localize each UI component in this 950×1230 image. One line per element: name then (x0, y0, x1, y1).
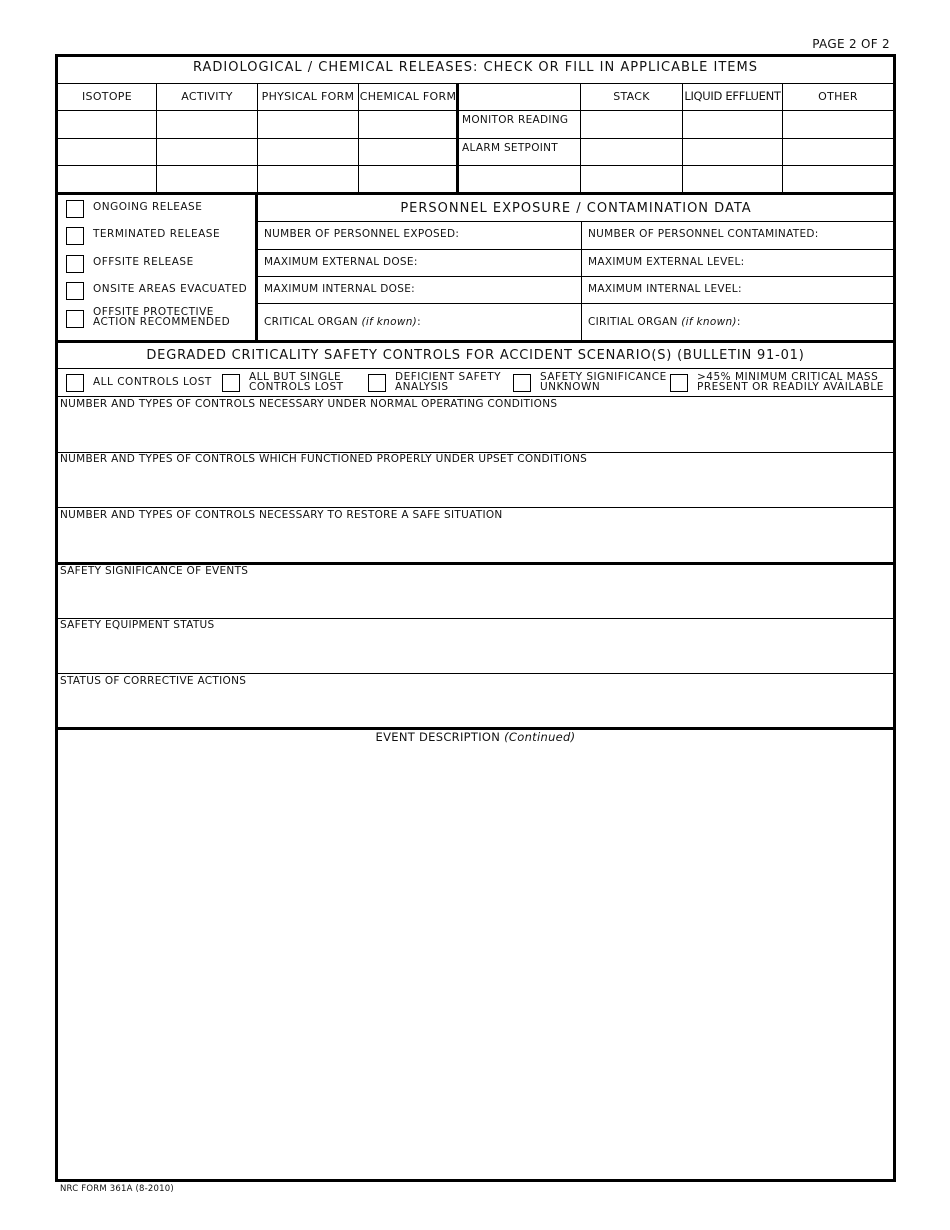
divider (682, 84, 683, 192)
ongoing-release-checkbox[interactable] (66, 200, 84, 218)
monitor-reading-label: MONITOR READING (462, 114, 569, 126)
max-external-dose-field[interactable] (420, 250, 580, 275)
physical-form-cell[interactable] (258, 111, 358, 137)
other-alarm-cell[interactable] (783, 139, 893, 165)
event-description-label: EVENT DESCRIPTION (Continued) (375, 730, 576, 744)
max-external-dose-label: MAXIMUM EXTERNAL DOSE: (264, 256, 418, 268)
safety-significance-unknown-label: SAFETY SIGNIFICANCE UNKNOWN (540, 371, 667, 393)
terminated-release-checkbox[interactable] (66, 227, 84, 245)
min-critical-mass-label: >45% MINIMUM CRITICAL MASS PRESENT OR READILY AVAILABLE (697, 371, 884, 393)
safety-significance-field[interactable] (58, 579, 893, 617)
physical-form-cell[interactable] (258, 139, 358, 165)
isotope-cell[interactable] (58, 139, 156, 165)
max-external-level-label: MAXIMUM EXTERNAL LEVEL: (588, 256, 745, 268)
safety-equipment-field[interactable] (58, 633, 893, 672)
corrective-actions-label: STATUS OF CORRECTIVE ACTIONS (60, 675, 247, 687)
max-external-level-field[interactable] (744, 250, 892, 275)
liquid-effluent-alarm-cell[interactable] (683, 139, 782, 165)
offsite-release-label: OFFSITE RELEASE (93, 256, 194, 268)
personnel-exposed-field[interactable] (460, 222, 580, 248)
max-internal-level-field[interactable] (740, 277, 892, 302)
controls-restore-field[interactable] (58, 523, 893, 561)
min-critical-mass-checkbox[interactable] (670, 374, 688, 392)
divider (580, 84, 581, 192)
divider (58, 507, 893, 508)
divider (782, 84, 783, 192)
divider (58, 396, 893, 397)
isotope-cell[interactable] (58, 166, 156, 191)
offsite-protective-action-label: OFFSITE PROTECTIVE ACTION RECOMMENDED (93, 306, 231, 328)
terminated-release-label: TERMINATED RELEASE (93, 228, 221, 240)
all-controls-lost-checkbox[interactable] (66, 374, 84, 392)
stack-monitor-cell[interactable] (581, 111, 682, 137)
deficient-safety-checkbox[interactable] (368, 374, 386, 392)
chemical-form-cell[interactable] (359, 166, 456, 191)
controls-upset-field[interactable] (58, 467, 893, 506)
divider (456, 84, 459, 192)
critical-organ-label: CRITICAL ORGAN (if known): (264, 316, 421, 328)
offsite-release-checkbox[interactable] (66, 255, 84, 273)
chemical-form-cell[interactable] (359, 139, 456, 165)
personnel-contaminated-label: NUMBER OF PERSONNEL CONTAMINATED: (588, 228, 819, 240)
onsite-areas-evacuated-label: ONSITE AREAS EVACUATED (93, 283, 248, 295)
controls-normal-field[interactable] (58, 412, 893, 451)
personnel-contaminated-field[interactable] (818, 222, 892, 248)
col-liquid-effluent: LIQUID EFFLUENT (684, 89, 781, 103)
deficient-safety-label: DEFICIENT SAFETY ANALYSIS (395, 371, 502, 393)
personnel-exposed-label: NUMBER OF PERSONNEL EXPOSED: (264, 228, 460, 240)
corrective-actions-field[interactable] (58, 689, 893, 727)
all-but-single-label: ALL BUT SINGLE CONTROLS LOST (249, 371, 344, 393)
other-monitor-cell[interactable] (783, 111, 893, 137)
section-divider (58, 340, 893, 343)
criticality-header: DEGRADED CRITICALITY SAFETY CONTROLS FOR ACCIDENT SCENARIO(S) (BULLETIN 91-01) (146, 348, 805, 363)
form-number: NRC FORM 361A (8-2010) (60, 1184, 174, 1194)
alarm-setpoint-label: ALARM SETPOINT (462, 142, 559, 154)
activity-cell[interactable] (157, 166, 257, 191)
isotope-cell[interactable] (58, 111, 156, 137)
critical-organ-field[interactable] (412, 304, 580, 339)
chemical-form-cell[interactable] (359, 111, 456, 137)
all-controls-lost-label: ALL CONTROLS LOST (93, 376, 212, 388)
activity-cell[interactable] (157, 139, 257, 165)
activity-cell[interactable] (157, 111, 257, 137)
divider (255, 194, 258, 341)
divider (58, 83, 893, 84)
exposure-header: PERSONNEL EXPOSURE / CONTAMINATION DATA (400, 201, 752, 216)
safety-significance-unknown-checkbox[interactable] (513, 374, 531, 392)
divider (581, 221, 582, 340)
safety-significance-label: SAFETY SIGNIFICANCE OF EVENTS (60, 565, 249, 577)
col-activity: ACTIVITY (181, 90, 233, 103)
col-isotope: ISOTOPE (82, 90, 132, 103)
liquid-effluent-monitor-cell[interactable] (683, 111, 782, 137)
physical-form-cell[interactable] (258, 166, 358, 191)
controls-normal-label: NUMBER AND TYPES OF CONTROLS NECESSARY UNDER NORMAL OPERATING CONDITIONS (60, 398, 558, 410)
stack-alarm-cell[interactable] (581, 139, 682, 165)
section-divider (58, 192, 893, 195)
all-but-single-checkbox[interactable] (222, 374, 240, 392)
critial-organ-label: CIRITIAL ORGAN (if known): (588, 316, 741, 328)
critial-organ-field[interactable] (732, 304, 892, 339)
ongoing-release-label: ONGOING RELEASE (93, 201, 203, 213)
releases-header: RADIOLOGICAL / CHEMICAL RELEASES: CHECK OR FILL IN APPLICABLE ITEMS (193, 60, 758, 75)
col-other: OTHER (818, 90, 858, 103)
controls-restore-label: NUMBER AND TYPES OF CONTROLS NECESSARY TO RESTORE A SAFE SITUATION (60, 509, 503, 521)
event-description-field[interactable] (58, 748, 893, 1178)
divider (58, 673, 893, 674)
max-internal-dose-label: MAXIMUM INTERNAL DOSE: (264, 283, 415, 295)
controls-upset-label: NUMBER AND TYPES OF CONTROLS WHICH FUNCTIONED PROPERLY UNDER UPSET CONDITIONS (60, 453, 588, 465)
col-physical-form: PHYSICAL FORM (261, 90, 355, 103)
divider (58, 368, 893, 369)
onsite-areas-evacuated-checkbox[interactable] (66, 282, 84, 300)
col-chemical-form: CHEMICAL FORM (359, 90, 457, 103)
offsite-protective-action-checkbox[interactable] (66, 310, 84, 328)
page-number: PAGE 2 OF 2 (812, 37, 890, 51)
max-internal-level-label: MAXIMUM INTERNAL LEVEL: (588, 283, 742, 295)
col-stack: STACK (613, 90, 650, 103)
safety-equipment-label: SAFETY EQUIPMENT STATUS (60, 619, 215, 631)
max-internal-dose-field[interactable] (415, 277, 580, 302)
